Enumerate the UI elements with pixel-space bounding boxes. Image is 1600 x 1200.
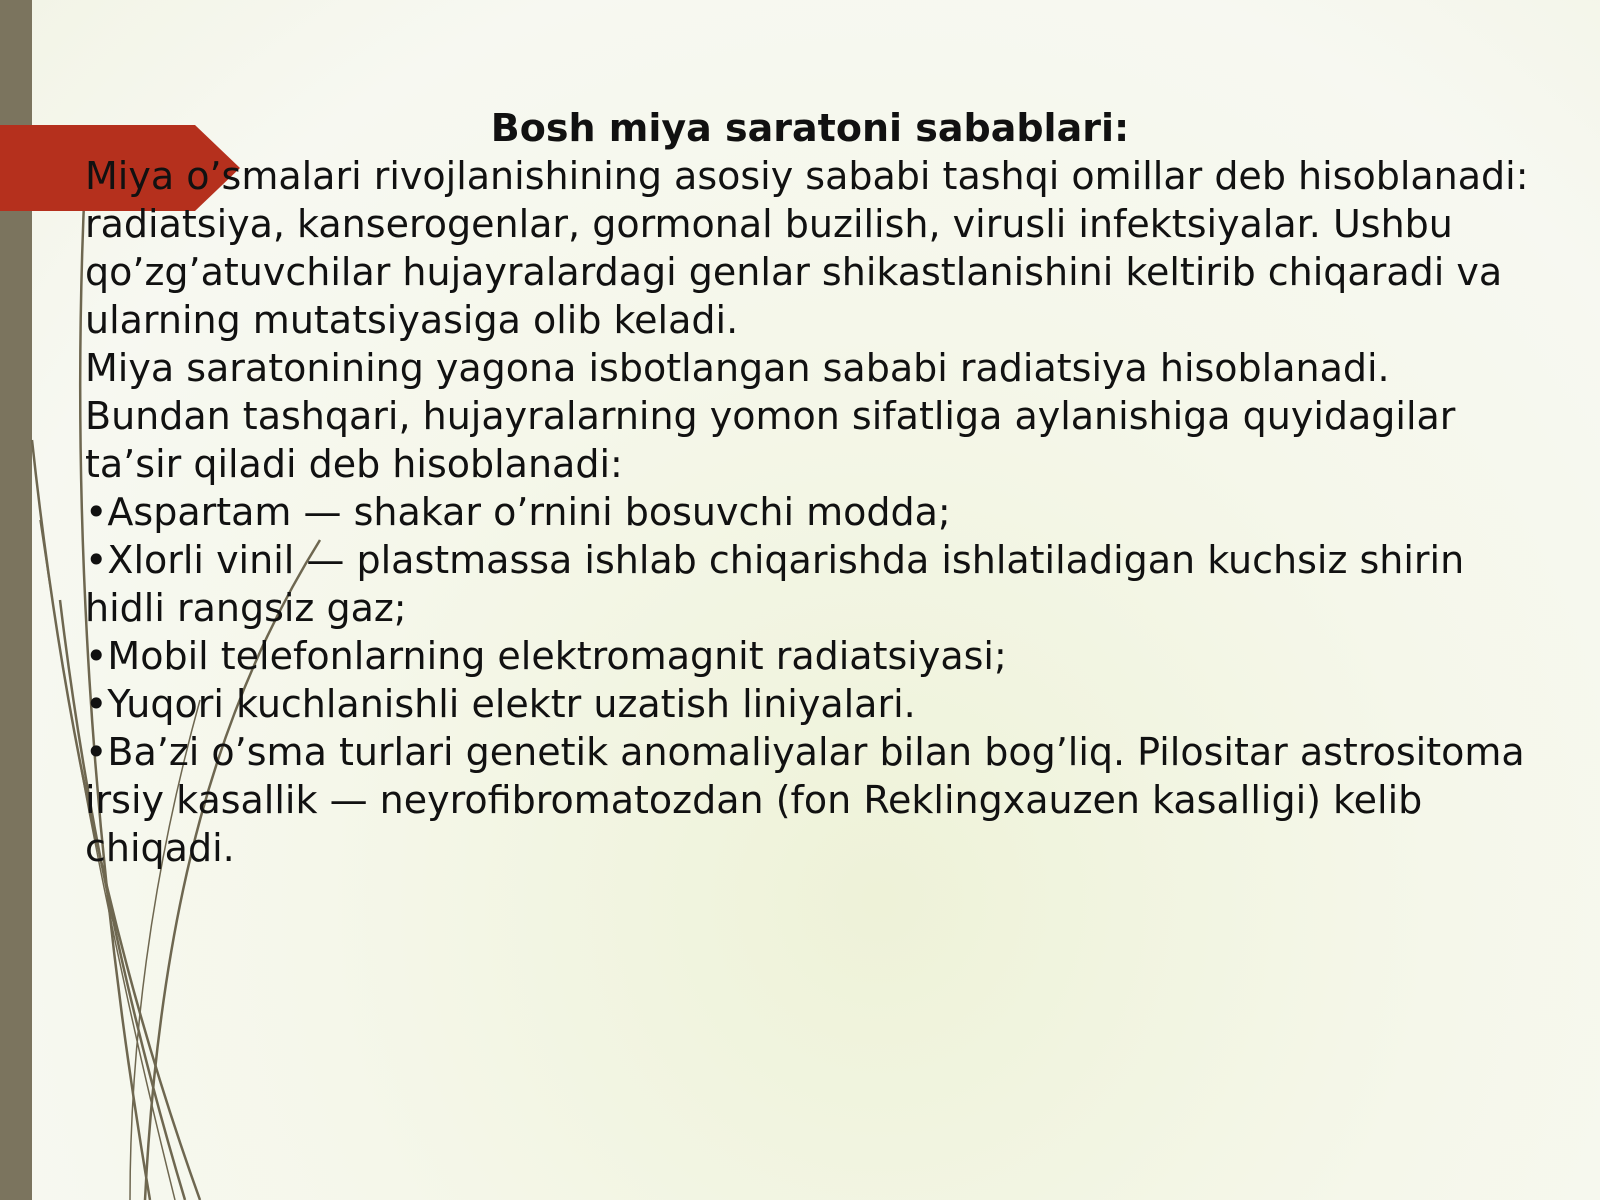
slide-title: Bosh miya saratoni sabablari: [490, 106, 1130, 150]
bullet-vinyl-chloride: •Xlorli vinil — plastmassa ishlab chiqarishda ishlatiladigan kuchsiz shirin hidli rangsiz gaz; [85, 538, 1465, 630]
paragraph-radiation: Miya saratonining yagona isbotlangan sababi radiatsiya hisoblanadi. Bundan tashqari, hujayralarning yomon sifatliga aylanishiga quyidagilar ta’sir qiladi deb hisoblanadi: [85, 346, 1456, 486]
bullet-genetic: •Ba’zi o’sma turlari genetik anomaliyalar bilan bog’liq. Pilositar astrositoma irsiy kasallik — neyrofibromatozdan (fon Reklingxauzen kasalligi) kelib chiqadi. [85, 730, 1525, 870]
slide-content [85, 104, 1535, 872]
bullet-aspartam: •Aspartam — shakar o’rnini bosuvchi modda; [85, 490, 951, 534]
bullet-power-lines: •Yuqori kuchlanishli elektr uzatish liniyalari. [85, 682, 916, 726]
paragraph-causes: Miya o’smalari rivojlanishining asosiy sababi tashqi omillar deb hisoblanadi: radiatsiya, kanserogenlar, gormonal buzilish, virusli infektsiyalar. Ushbu qo’zg’atuvchilar hujayralardagi genlar shikastlanishini keltirib chiqaradi va ularning mutatsiyasiga olib keladi. [85, 154, 1529, 342]
bullet-mobile-phones: •Mobil telefonlarning elektromagnit radiatsiyasi; [85, 634, 1007, 678]
